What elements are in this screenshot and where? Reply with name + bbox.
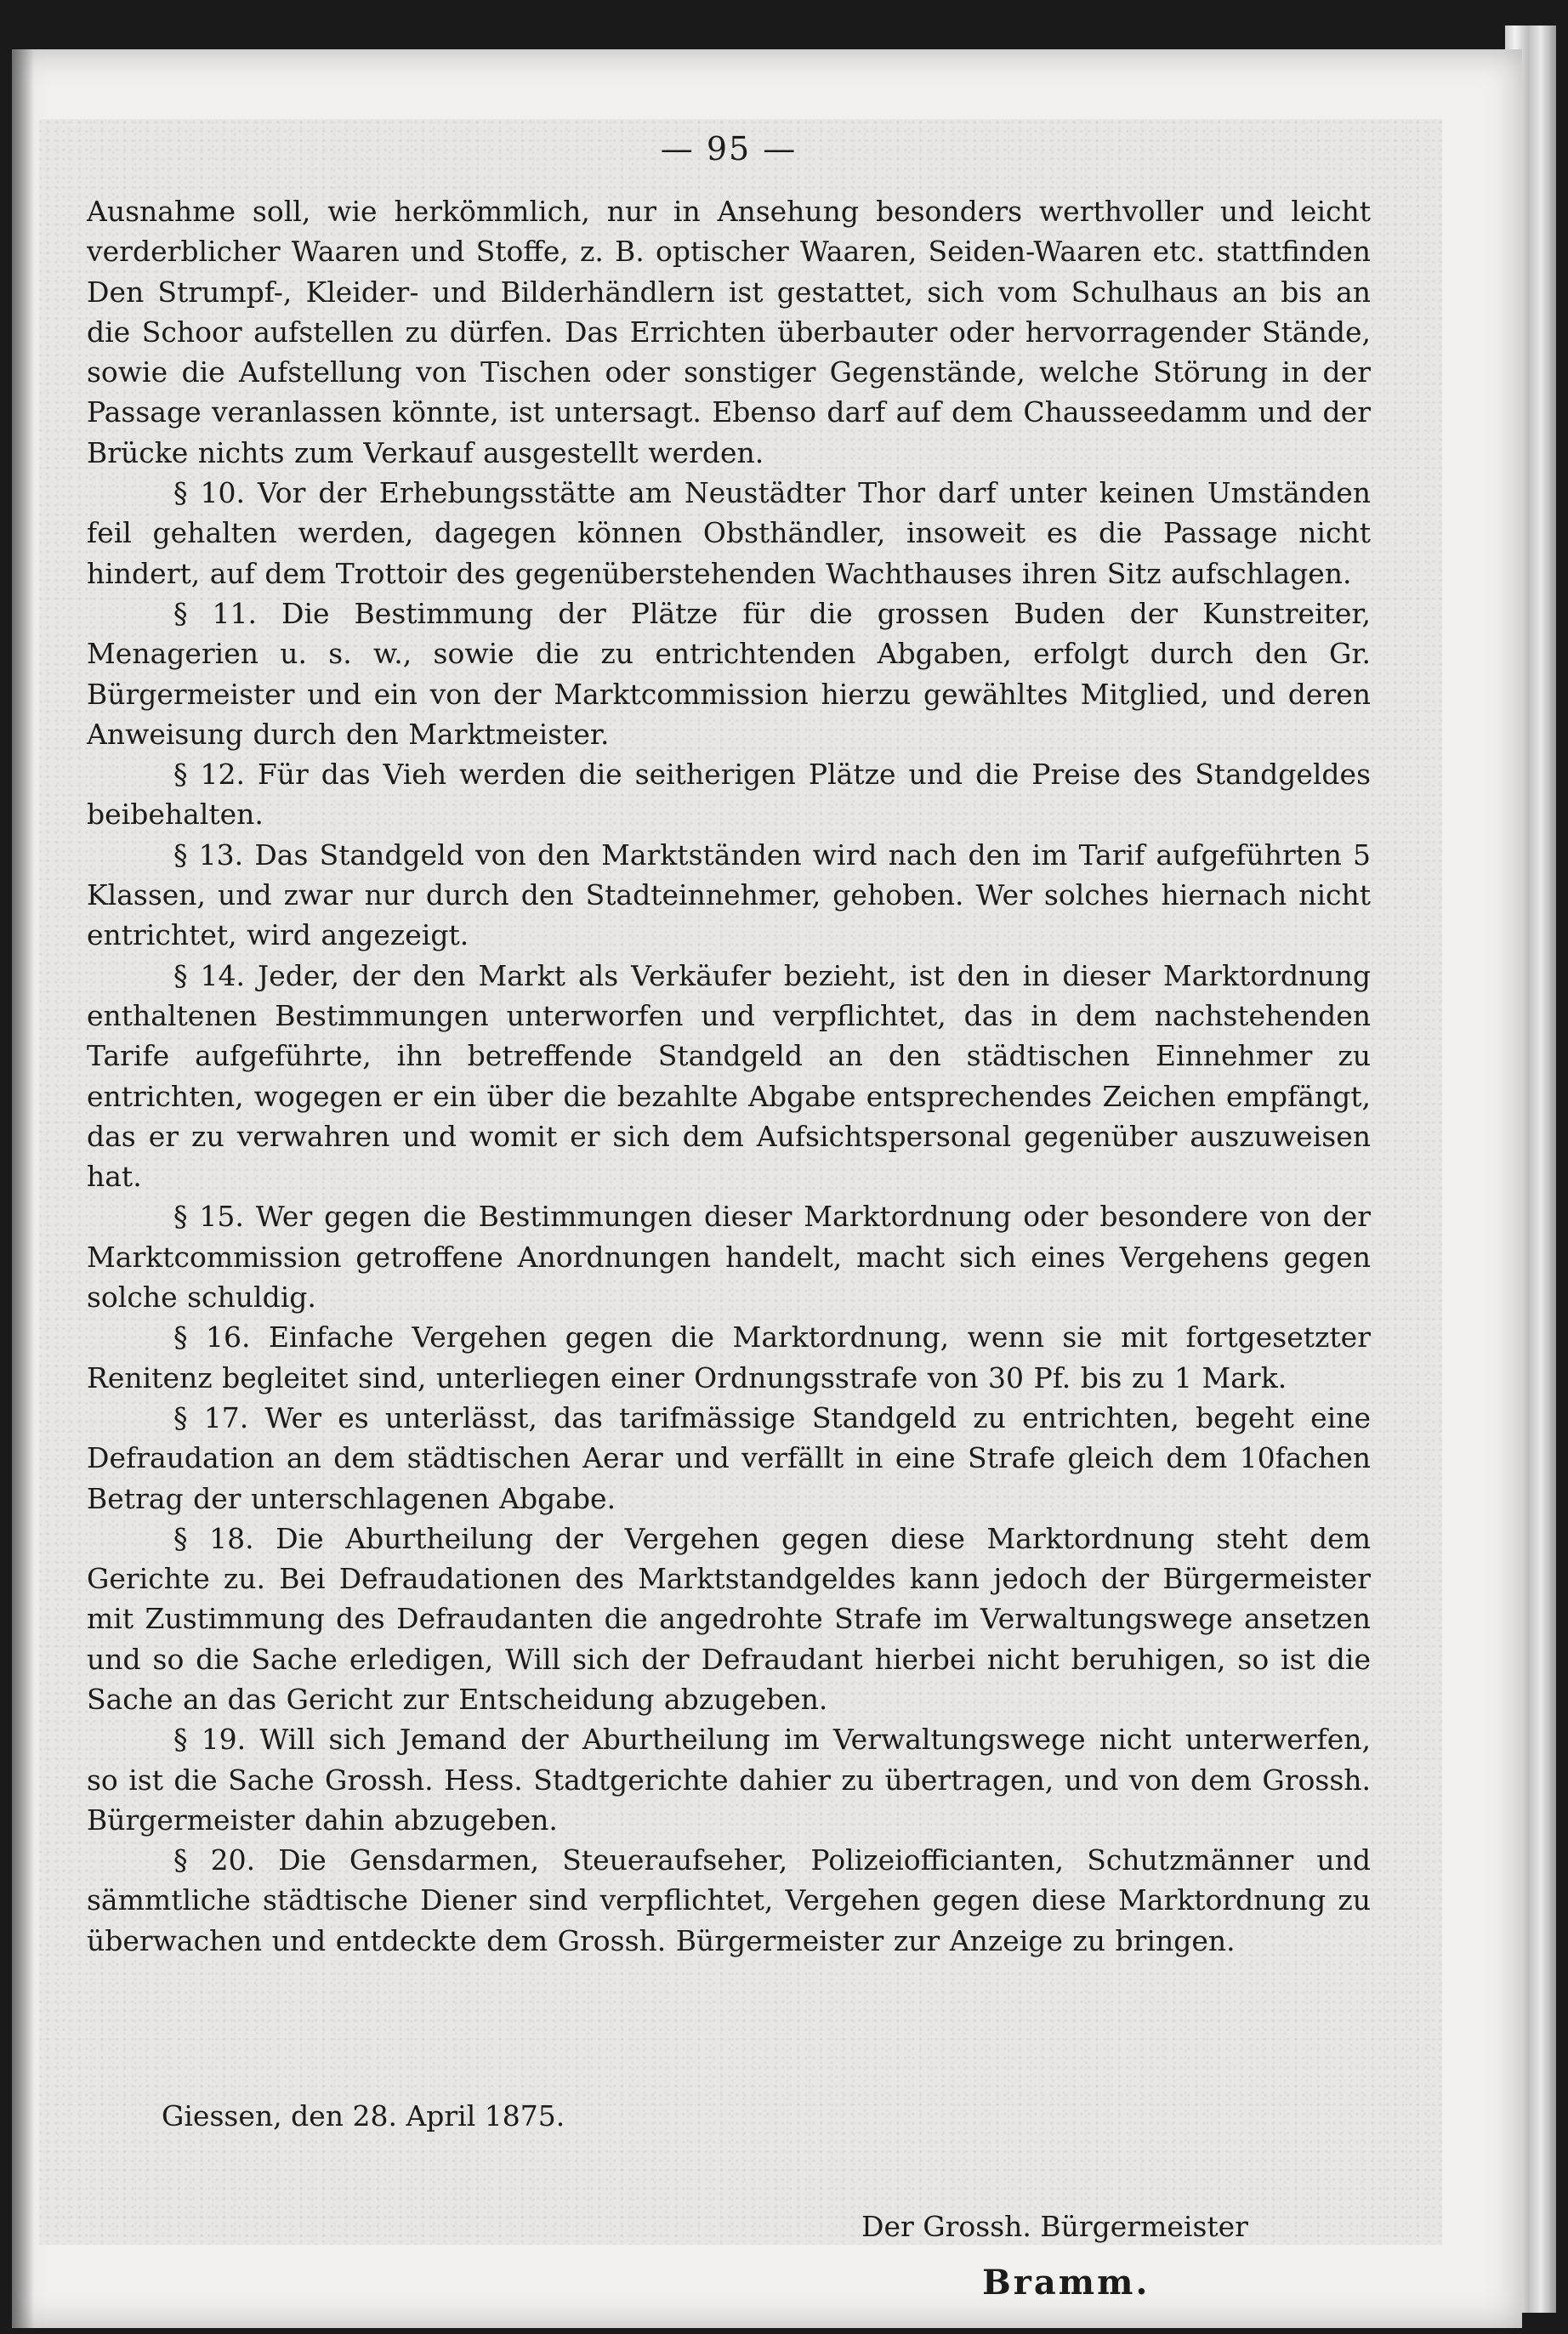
paragraph-section-16: § 16. Einfache Vergehen gegen die Marktordnung, wenn sie mit fortgesetzter Renitenz begleitet sind, unterliegen einer Ordnungsstrafe von 30 Pf. bis zu 1 Mark.: [87, 1320, 1371, 1394]
paragraph-section-19: § 19. Will sich Jemand der Aburtheilung im Verwaltungswege nicht unterwerfen, so ist die Sache Grossh. Hess. Stadtgerichte dahier zu übertragen, und von dem Grossh. Bürgermeister dahin abzugeben.: [87, 1723, 1371, 1837]
signature-title: Der Grossh. Bürgermeister: [861, 2210, 1248, 2243]
paragraph-section-20: § 20. Die Gensdarmen, Steueraufseher, Polizeiofficianten, Schutzmänner und sämmtliche städtische Diener sind verpflichtet, Vergehen gegen diese Marktordnung zu überwachen und entdeckte dem Grossh. Bürgermeister zur Anzeige zu bringen.: [87, 1843, 1371, 1957]
paragraph-section-12: § 12. Für das Vieh werden die seitherigen Plätze und die Preise des Standgeldes beibehalten.: [87, 758, 1371, 832]
paragraph-section-10: § 10. Vor der Erhebungsstätte am Neustädter Thor darf unter keinen Umständen feil gehalten werden, dagegen können Obsthändler, insoweit es die Passage nicht hindert, auf dem Trottoir des gegenüberstehenden Wachthauses ihren Sitz aufschlagen.: [87, 476, 1371, 590]
paragraph-section-11: § 11. Die Bestimmung der Plätze für die grossen Buden der Kunstreiter, Menagerien u. s. w., sowie die zu entrichtenden Abgaben, erfolgt durch den Gr. Bürgermeister und ein von der Marktcommission hierzu gewähltes Mitglied, und deren Anweisung durch den Marktmeister.: [87, 596, 1371, 751]
paragraph-section-17: § 17. Wer es unterlässt, das tarifmässige Standgeld zu entrichten, begeht eine Defraudation an dem städtischen Aerar und verfällt in eine Strafe gleich dem 10fachen Betrag der unterschlagenen Abgabe.: [87, 1400, 1371, 1515]
paragraph-section-15: § 15. Wer gegen die Bestimmungen dieser Marktordnung oder besondere von der Marktcommission getroffene Anordnungen handelt, macht sich eines Vergehens gegen solche schuldig.: [87, 1200, 1371, 1315]
page-number: — 95 —: [660, 130, 798, 168]
paragraph-continuation: Ausnahme soll, wie herkömmlich, nur in Ansehung besonders werthvoller und leicht verderblicher Waaren und Stoffe, z. B. optischer Waaren, Seiden-Waaren etc. stattfinden Den Strumpf-, Kleider- und Bilderhändlern ist gestattet, sich vom Schulhaus an bis an die Schoor aufstellen zu dürfen. Das Errichten überbauter oder hervorragender Stände, sowie die Aufstellung von Tischen oder sonstiger Gegenstände, welche Störung in der Passage veranlassen könnte, ist untersagt. Ebenso darf auf dem Chausseedamm und der Brücke nichts zum Verkauf ausgestellt werden.: [87, 195, 1371, 469]
paragraph-section-13: § 13. Das Standgeld von den Marktständen wird nach den im Tarif aufgeführten 5 Klassen, und zwar nur durch den Stadteinnehmer, gehoben. Wer solches hiernach nicht entrichtet, wird angezeigt.: [87, 838, 1371, 952]
binding-shadow: [12, 49, 34, 2328]
paragraph-section-18: § 18. Die Aburtheilung der Vergehen gegen diese Marktordnung steht dem Gerichte zu. Bei Defraudationen des Marktstandgeldes kann jedoch der Bürgermeister mit Zustimmung des Defraudanten die angedrohte Strafe im Verwaltungswege ansetzen und so die Sache erledigen, Will sich der Defraudant hierbei nicht beruhigen, so ist die Sache an das Gericht zur Entscheidung abzugeben.: [87, 1521, 1371, 1716]
body-text: [87, 191, 1371, 1961]
place-date: Giessen, den 28. April 1875.: [162, 2099, 565, 2132]
paragraph-section-14: § 14. Jeder, der den Markt als Verkäufer bezieht, ist den in dieser Marktordnung enthaltenen Bestimmungen unterworfen und verpflichtet, das in dem nachstehenden Tarife aufgeführte, ihn betreffende Standgeld an den städtischen Einnehmer zu entrichten, wogegen er ein über die bezahlte Abgabe entsprechendes Zeichen empfängt, das er zu verwahren und womit er sich dem Aufsichtspersonal gegenüber auszuweisen hat.: [87, 958, 1371, 1194]
signature-name: Bramm.: [982, 2263, 1150, 2303]
